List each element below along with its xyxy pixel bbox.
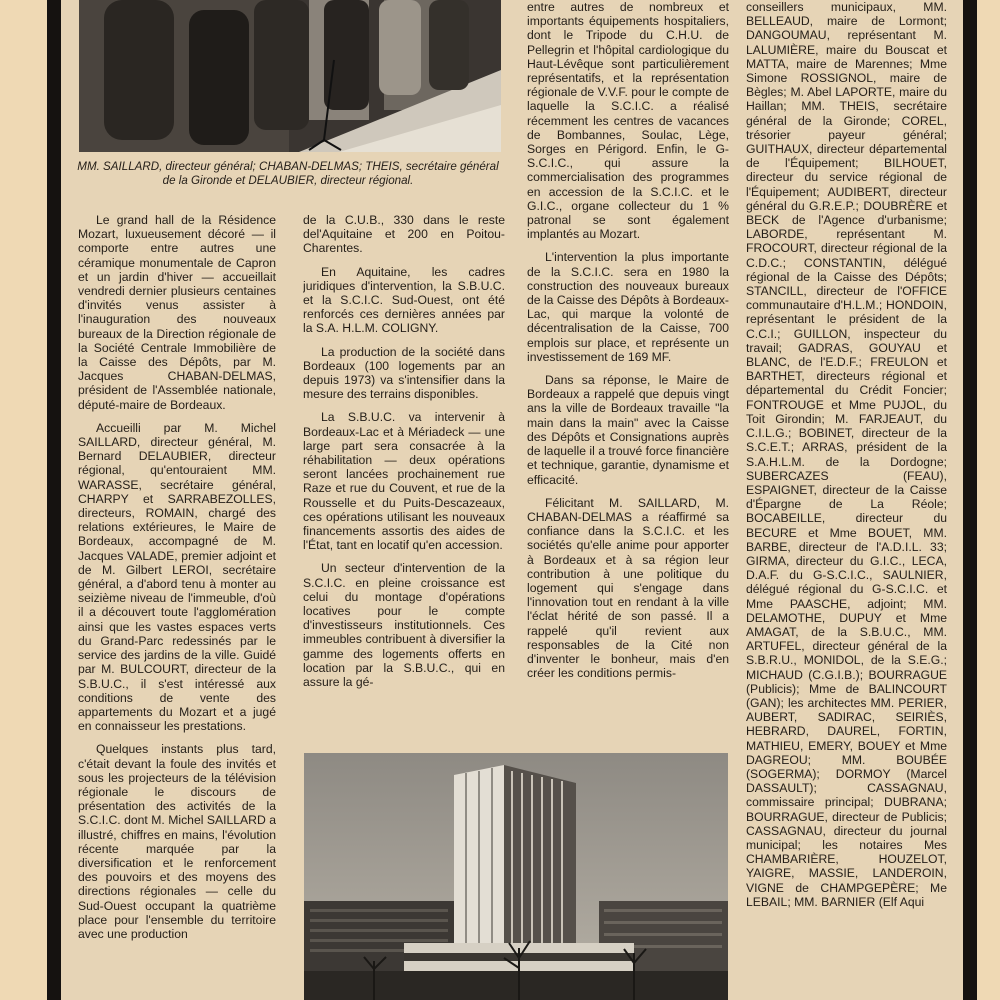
col3-paragraph-4: Félicitant M. SAILLARD, M. CHABAN-DELMAS a réaffirmé sa confiance dans la S.C.I.C. et les sociétés qu'elle anime pour apporter à Bordeaux et à sa région leur contribution à une politique du logement qui s'engage dans l'innovation tout en rendant à la ville l'éclat hérité de son passé. Il a rappelé qu'il revient aux responsables de la Cité non d'inventer le bonheur, mais d'en créer les conditions permis- [527, 495, 729, 681]
photo-caption: MM. SAILLARD, directeur général; CHABAN-DELMAS; THEIS, secrétaire général de la Gironde et DELAUBIER, directeur régional. [77, 160, 499, 187]
col2-paragraph-5: Un secteur d'intervention de la S.C.I.C. en pleine croissance est celui du montage d'opérations locatives pour le compte d'investisseurs institutionnels. Ces immeubles contribuent à diversifier la gamme des logements offerts en location par la S.B.U.C., qui en assure la gé- [303, 561, 505, 690]
article-column-3 [527, 0, 729, 738]
col4-paragraph-1: conseillers municipaux, MM. BELLEAUD, maire de Lormont; DANGOUMAU, représentant M. LALUMIÈRE, maire du Bouscat et MATTA, maire de Marennes; Mme Simone ROSSIGNOL, maire de Bègles; M. Abel LAPORTE, maire du Haillan; MM. THEIS, secrétaire général de la Gironde; COREL, trésorier payeur général; GUITHAUX, directeur départemental de l'Équipement; BILHOUET, directeur du service régional de l'Équipement; AUDIBERT, directeur général du G.R.E.P.; DOUBRÈRE et BECK de l'Agence d'urbanisme; LABORDE, représentant M. FROCOURT, directeur régional de la C.D.C.; CONSTANTIN, délégué régional de la Caisse des Dépôts; STANCILL, directeur de l'OFFICE communautaire d'H.L.M.; HONDOIN, représentant le président de la C.C.I.; GUILLON, inspecteur du travail; GADRAS, GOUYAU et BLANC, de l'E.D.F.; FREULON et BARTHET, directeurs régional et départemental du Crédit Foncier; FONTROUGE et Mme PUJOL, du Toit Girondin; M. FARJEAUT, du C.I.L.G.; BOBINET, directeur de la S.C.E.T.; ARRAS, président de la S.A.H.L.M. de la Dordogne; SUBERCAZES (FEAU), ESPAIGNET, directeur de la Caisse d'Épargne de La Réole; BOCABEILLE, directeur du BECURE et Mme BOUET, MM. BARBE, directeur de l'A.D.I.L. 33; GIRMA, directeur du G.I.C., LECA, D.A.F. du G-S.C.I.C., SAULNIER, délégué régional du G-S.C.I.C. et Mme PAASCHE, adjoint; MM. DELAMOTHE, DUPUY et Mme AMAGAT, de la S.B.U.C., MM. ARTUFEL, directeur général de la S.B.R.U., MONIDOL, de la S.E.G.; MICHAUD (C.G.I.B.); BOURRAGUE (Publicis); Mme de BALINCOURT (GAN); les architectes MM. PERIER, AUBERT, SADIRAC, SEIRIÈS, HEBRARD, DAUREL, FORTIN, MATHIEU, EMERY, BOUEY et Mme DAGREOU; MM. BOUBÉE (SOGERMA); DORMOY (Marcel DASSAULT); CASSAGNAU, commissaire principal; DUBRANA; BOURRAGUE, directeur de Publicis; CASSAGNAU, directeur du journal municipal; les notaires Mes CHAMBARIÈRE, HOUZELOT, YAIGRE, MASSIE, LANDEROIN, VIGNE de CHAMPGEPÈRE; Me LEBAIL; MM. BARNIER (Elf Aqui [746, 0, 947, 909]
col2-paragraph-2: En Aquitaine, les cadres juridiques d'intervention, la S.B.U.C. et la S.C.I.C. Sud-Ouest, ont été renforcés ces dernières années par la S.A. H.L.M. COLIGNY. [303, 264, 505, 336]
right-black-border [963, 0, 977, 1000]
col3-paragraph-3: Dans sa réponse, le Maire de Bordeaux a rappelé que depuis vingt ans la ville de Bordeaux travaille "la main dans la main" avec la Caisse des Dépôts et Consignations auprès de laquelle il a trouvé force financière et technique, garantie, dynamisme et efficacité. [527, 373, 729, 487]
article-column-4 [746, 0, 947, 1000]
col1-paragraph-1: Le grand hall de la Résidence Mozart, luxueusement décoré — il comporte entre autres une céramique monumentale de Capron et un jardin d'hiver — accueillait vendredi dernier plusieurs centaines d'invités venus assister à l'inauguration des nouveaux bureaux de la Direction régionale de la Société Centrale Immobilière de la Caisse des Dépôts, par M. Jacques CHABAN-DELMAS, président de l'Assemblée nationale, député-maire de Bordeaux. [78, 213, 276, 412]
col2-paragraph-3: La production de la société dans Bordeaux (100 logements par an depuis 1973) va s'intensifier dans la mesure des terrains disponibles. [303, 344, 505, 402]
col3-paragraph-1: entre autres de nombreux et importants équipements hospitaliers, dont le Tripode du C.H.U. de Pellegrin et l'hôpital cardiologique du Haut-Lévêque sont particulièrement représentatifs, et la représentation régionale de V.V.F. pour le compte de laquelle la S.C.I.C. a réalisé récemment les centres de vacances de Bombannes, Soulac, Lège, Sorges en Périgord. Enfin, le G-S.C.I.C., qui assure la commercialisation des programmes en accession de la S.C.I.C. et le G.I.C., organe collecteur du 1 % patronal se sont également implantés au Mozart. [527, 0, 729, 242]
col2-paragraph-1: de la C.U.B., 330 dans le reste del'Aquitaine et 200 en Poitou-Charentes. [303, 213, 505, 256]
article-column-1 [78, 213, 276, 1000]
inauguration-photo [79, 0, 501, 152]
inauguration-photo-graphic [79, 0, 501, 152]
col3-paragraph-2: L'intervention la plus importante de la S.C.I.C. sera en 1980 la construction des nouveaux bureaux de la Caisse des Dépôts à Bordeaux-Lac, qui marque la volonté de décentralisation de la Caisse, 700 emplois sur place, et représente un investissement de 169 MF. [527, 250, 729, 364]
residence-mozart-photo [304, 753, 728, 1000]
col2-paragraph-4: La S.B.U.C. va intervenir à Bordeaux-Lac et à Mériadeck — une large part sera consacrée à la réhabilitation — deux opérations seront lancées prochainement rue Raze et rue du Couvent, et rue de la Rousselle et du Puits-Descazeaux, ces opérations utilisant les nouveaux financements assortis des aides de l'État, tant en locatif qu'en accession. [303, 410, 505, 553]
col1-paragraph-3: Quelques instants plus tard, c'était devant la foule des invités et sous les projecteurs de la télévision régionale le discours de présentation des activités de la S.C.I.C. dont M. Michel SAILLARD a illustré, chiffres en mains, l'évolution récente marquée par la diversification et le renforcement des pouvoirs et des moyens des directions régionales — celle du Sud-Ouest occupant la quatrième place pour l'ensemble du territoire avec une production [78, 742, 276, 941]
article-column-2 [303, 213, 505, 738]
left-black-border [47, 0, 61, 1000]
residence-mozart-photo-graphic [304, 753, 728, 1000]
col1-paragraph-2: Accueilli par M. Michel SAILLARD, directeur général, M. Bernard DELAUBIER, directeur régional, qu'entouraient MM. WARASSE, secrétaire général, CHARPY et SARRABEZOLLES, directeurs, ROMAIN, chargé des relations extérieures, le Maire de Bordeaux, accompagné de M. Jacques VALADE, premier adjoint et de M. Gilbert LEROI, secrétaire général, a d'abord tenu à monter au seizième niveau de l'immeuble, d'où il a découvert toute l'agglomération ainsi que les vastes espaces verts du Grand-Parc redessinés par le service des jardins de la ville. Guidé par M. BULCOURT, directeur de la S.B.U.C., il s'est intéressé aux conditions de vente des appartements du Mozart et a jugé en connaisseur les prestations. [78, 420, 276, 734]
